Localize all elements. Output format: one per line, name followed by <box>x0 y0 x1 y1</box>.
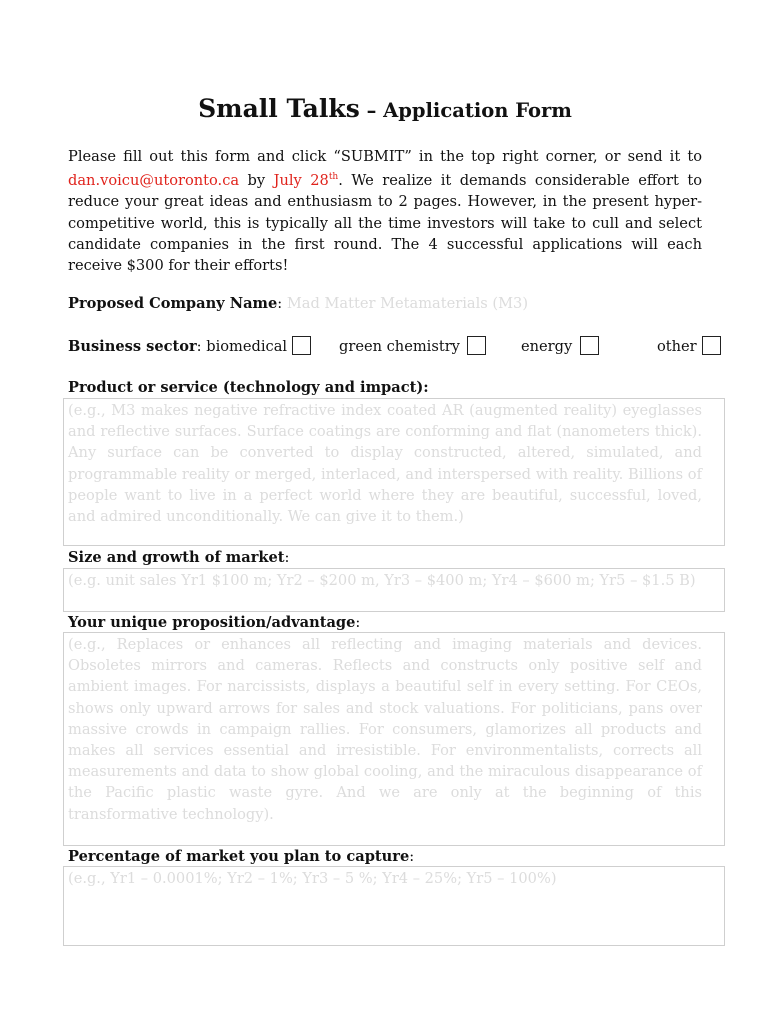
capture-colon: : <box>409 848 415 865</box>
sector-option-other-label: other <box>657 338 697 355</box>
proposition-placeholder: (e.g., Replaces or enhances all reflecting and imaging materials and devices. Obsoletes mirrors and cameras. Reflects and constructs only positive self and ambient images. For narcissists, displays a beautiful self in every setting. For CEOs, shows only upward arrows for sales and stock valuations. For politicians, pans over massive crowds in campaign rallies. For consumers, glamorizes all products and makes all services essential and irresistible. For environmentalists, corrects all measurements and data to show global cooling, and the miraculous disappearance of the Pacific plastic waste gyre. And we are only at the beginning of this transformative technology). <box>68 636 702 823</box>
page-title <box>0 94 770 123</box>
sector-option-green-chemistry-label: green chemistry <box>339 338 460 355</box>
other-checkbox[interactable] <box>702 336 721 355</box>
capture-label: Percentage of market you plan to capture <box>68 848 410 865</box>
biomedical-checkbox[interactable] <box>292 336 311 355</box>
company-name-colon: : <box>277 295 287 312</box>
deadline-suffix: th <box>328 172 339 183</box>
deadline-text <box>274 172 339 189</box>
market-label: Size and growth of market <box>68 549 285 566</box>
sector-option-energy-label: energy <box>521 338 573 355</box>
business-sector-row <box>68 337 287 357</box>
market-colon: : <box>284 549 290 566</box>
intro-text-1: Please fill out this form and click “SUBMIT” in the top right corner, or send it to <box>68 148 702 165</box>
capture-placeholder: (e.g., Yr1 – 0.0001%; Yr2 – 1%; Yr3 – 5 %; Yr4 – 25%; Yr5 – 100%) <box>68 870 557 887</box>
proposition-colon: : <box>355 614 361 631</box>
market-placeholder: (e.g. unit sales Yr1 $100 m; Yr2 – $200 m, Yr3 – $400 m; Yr4 – $600 m; Yr5 – $1.5 B) <box>68 572 696 589</box>
product-placeholder: (e.g., M3 makes negative refractive index coated AR (augmented reality) eyeglasses and reflective surfaces. Surface coatings are conforming and flat (nanometers thick). Any surface can be converted to display constructed, altered, simulated, and programmable reality or merged, interlaced, and interspersed with reality. Billions of people want to live in a perfect world where they are beautiful, successful, loved, and admired unconditionally. We can give it to them.) <box>68 402 702 526</box>
energy-checkbox[interactable] <box>580 336 599 355</box>
business-sector-colon: : <box>196 338 207 355</box>
market-label-row <box>68 548 289 568</box>
capture-label-row <box>68 847 414 867</box>
title-main: Small Talks <box>198 94 360 123</box>
sector-option-biomedical-label: biomedical <box>206 338 288 355</box>
company-name-row <box>68 294 528 314</box>
deadline-date: July 28 <box>273 172 329 190</box>
title-sub: – Application Form <box>359 99 572 122</box>
proposition-label-row <box>68 613 360 633</box>
company-name-field[interactable]: Mad Matter Metamaterials (M3) <box>286 295 529 312</box>
email-link[interactable]: dan.voicu@utoronto.ca <box>68 172 240 190</box>
intro-paragraph <box>68 146 702 277</box>
product-label: Product or service (technology and impact): <box>68 379 429 396</box>
intro-text-2: by <box>239 172 274 190</box>
company-name-label: Proposed Company Name <box>68 295 278 312</box>
intro-text-3: . We realize it demands considerable effort to reduce your great ideas and enthusiasm to 2 pages. However, in the present hyper-competitive world, this is typically all the time investors will take to cull and select candidate companies in the first round. The 4 successful applications will each receive $300 for their efforts! <box>68 172 702 275</box>
business-sector-label: Business sector <box>68 338 197 355</box>
green-chemistry-checkbox[interactable] <box>467 336 486 355</box>
proposition-label: Your unique proposition/advantage <box>68 614 356 631</box>
